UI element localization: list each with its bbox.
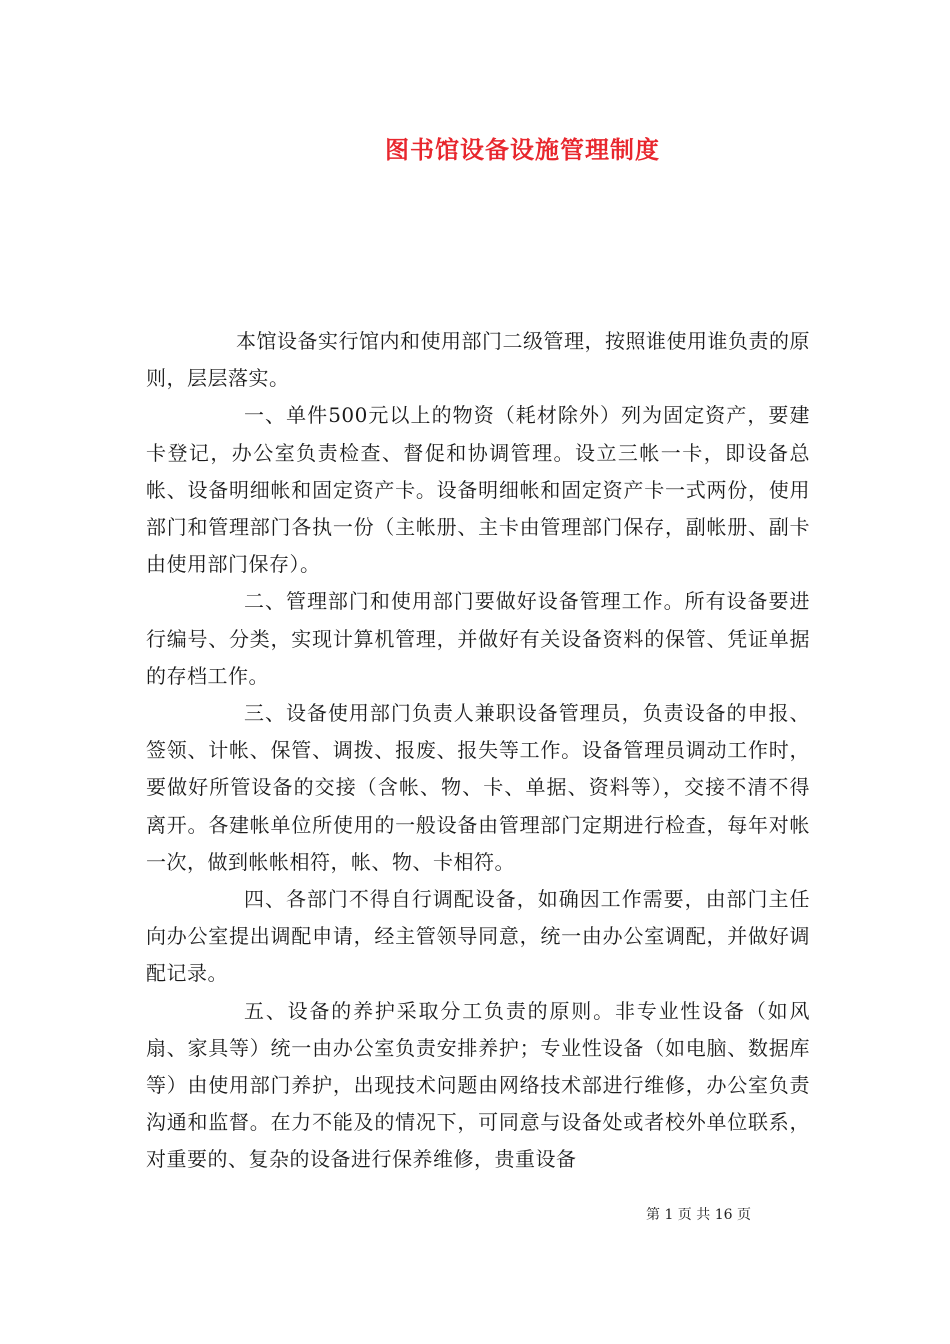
paragraph-clause-1: 一、单件500元以上的物资（耗材除外）列为固定资产，要建卡登记，办公室负责检查、督促和协调管理。设立三帐一卡，即设备总帐、设备明细帐和固定资产卡。设备明细帐和固定资产卡一式两份，使用部门和管理部门各执一份（主帐册、主卡由管理部门保存，副帐册、副卡由使用部门保存）。 <box>146 403 810 577</box>
paragraph-intro: 本馆设备实行馆内和使用部门二级管理，按照谁使用谁负责的原则，层层落实。 <box>146 329 810 391</box>
page-number-footer: 第 1 页 共 16 页 <box>646 1207 751 1223</box>
paragraph-clause-4: 四、各部门不得自行调配设备，如确因工作需要，由部门主任向办公室提出调配申请，经主管领导同意，统一由办公室调配，并做好调配记录。 <box>146 887 810 986</box>
document-body <box>146 323 810 1179</box>
paragraph-clause-2: 二、管理部门和使用部门要做好设备管理工作。所有设备要进行编号、分类，实现计算机管理，并做好有关设备资料的保管、凭证单据的存档工作。 <box>146 589 810 688</box>
paragraph-clause-5: 五、设备的养护采取分工负责的原则。非专业性设备（如风扇、家具等）统一由办公室负责安排养护；专业性设备（如电脑、数据库等）由使用部门养护，出现技术问题由网络技术部进行维修，办公室负责沟通和监督。在力不能及的情况下，可同意与设备处或者校外单位联系，对重要的、复杂的设备进行保养维修，贵重设备 <box>146 998 810 1172</box>
document-title: 图书馆设备设施管理制度 <box>385 135 660 164</box>
paragraph-clause-3: 三、设备使用部门负责人兼职设备管理员，负责设备的申报、签领、计帐、保管、调拨、报废、报失等工作。设备管理员调动工作时，要做好所管设备的交接（含帐、物、卡、单据、资料等），交接不清不得离开。各建帐单位所使用的一般设备由管理部门定期进行检查，每年对帐一次，做到帐帐相符，帐、物、卡相符。 <box>146 701 810 874</box>
